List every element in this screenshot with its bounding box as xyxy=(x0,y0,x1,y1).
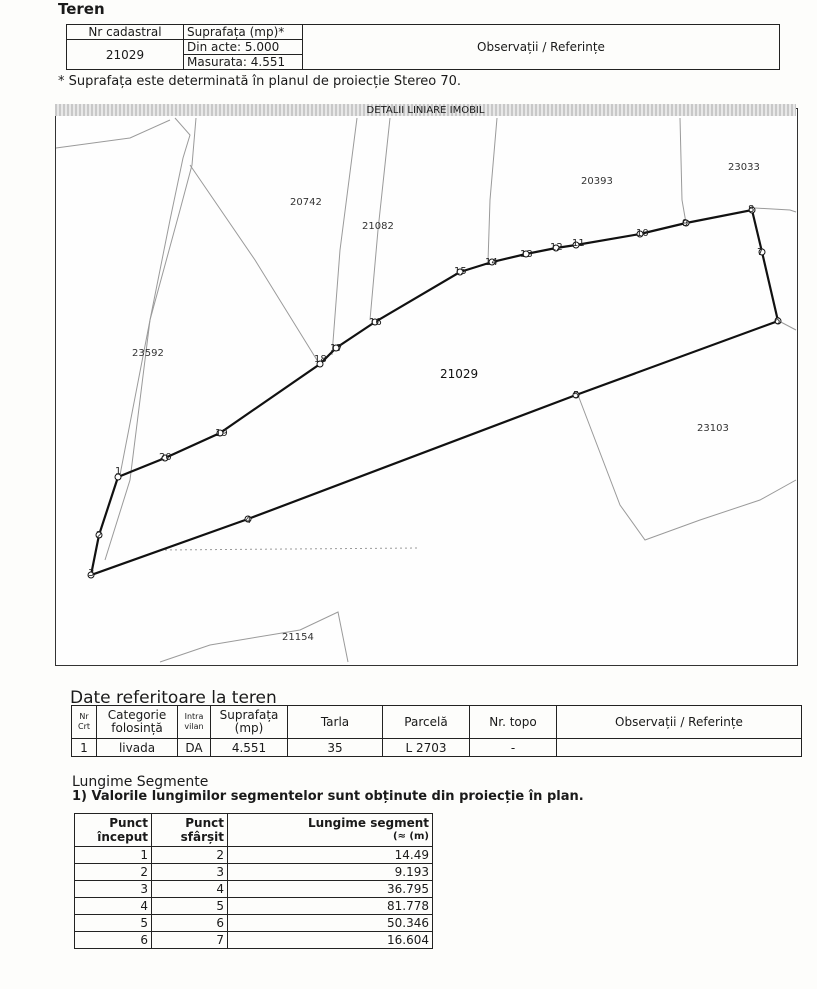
boundary-line xyxy=(488,118,497,262)
parcel-label: 20393 xyxy=(581,176,613,187)
parcel-label: 23592 xyxy=(132,348,164,359)
vertex-label: 14 xyxy=(485,257,498,268)
table-row xyxy=(75,932,433,949)
cell-intravilan: DA xyxy=(178,739,211,757)
vertex-label: 6 xyxy=(774,316,781,327)
boundary-line xyxy=(56,120,170,148)
vertex-label: 7 xyxy=(757,247,764,258)
parcel-21029-outline xyxy=(91,210,781,575)
boundary-line xyxy=(755,208,796,212)
vertex-label: 17 xyxy=(330,343,343,354)
cell-categorie: livada xyxy=(97,739,178,757)
vertex-label: 16 xyxy=(369,317,382,328)
cell-nr-crt: 1 xyxy=(72,739,97,757)
header-lungime-label: Lungime segment xyxy=(307,816,429,830)
parcel-labels xyxy=(132,162,760,643)
section-title-lungime-segmente: Lungime Segmente xyxy=(72,774,209,790)
boundary-line xyxy=(332,118,357,355)
cell-length: 16.604 xyxy=(228,932,433,949)
vertex-label: 5 xyxy=(573,390,580,401)
parcel-label: 23033 xyxy=(728,162,760,173)
vertex-label: 4 xyxy=(245,515,252,526)
vertex-label: 10 xyxy=(636,228,649,239)
vertex-labels xyxy=(88,204,780,579)
header-nr-topo: Nr. topo xyxy=(470,706,557,739)
boundary-line xyxy=(160,548,420,550)
boundary-line xyxy=(190,165,320,365)
cell-length: 81.778 xyxy=(228,898,433,915)
cell-end: 2 xyxy=(152,847,228,864)
header-observatii-referinte: Observații / Referințe xyxy=(557,706,802,739)
boundary-line xyxy=(105,118,196,560)
vertex-label: 11 xyxy=(572,238,585,249)
vertex-label: 2 xyxy=(96,530,103,541)
parcel-label: 21154 xyxy=(282,632,314,643)
header-nr-crt: Nr Crt xyxy=(72,706,97,739)
table-row xyxy=(75,915,433,932)
header-suprafata: Suprafața (mp)* xyxy=(184,25,303,40)
value-nr-cadastral: 21029 xyxy=(67,40,184,70)
table-row xyxy=(75,898,433,915)
footnote-stereo70: * Suprafața este determinată în planul de proiecție Stereo 70. xyxy=(58,74,462,89)
parcel-label-main: 21029 xyxy=(440,367,479,381)
table-row xyxy=(75,864,433,881)
vertex-label: 13 xyxy=(520,249,533,260)
cell-suprafata: 4.551 xyxy=(211,739,288,757)
cell-end: 3 xyxy=(152,864,228,881)
section-title-date-teren: Date referitoare la teren xyxy=(70,688,277,708)
vertex-label: 8 xyxy=(748,204,755,215)
cell-end: 4 xyxy=(152,881,228,898)
value-masurata: Masurata: 4.551 xyxy=(184,55,303,70)
cell-start: 2 xyxy=(75,864,152,881)
header-punct-inceput: Punct început xyxy=(75,814,152,847)
cell-parcela: L 2703 xyxy=(383,739,470,757)
parcel-vertices xyxy=(88,207,781,578)
boundary-line xyxy=(578,395,796,540)
vertex-label: 15 xyxy=(454,266,467,277)
boundary-line xyxy=(160,612,348,662)
boundary-line xyxy=(120,118,190,475)
cell-length: 50.346 xyxy=(228,915,433,932)
table-row xyxy=(75,847,433,864)
map-title: DETALII LINIARE IMOBIL xyxy=(366,105,485,116)
vertex-label: 1 xyxy=(115,466,122,477)
neighbour-boundaries xyxy=(56,118,796,662)
cell-end: 7 xyxy=(152,932,228,949)
cell-end: 5 xyxy=(152,898,228,915)
cell-start: 5 xyxy=(75,915,152,932)
cell-start: 3 xyxy=(75,881,152,898)
segmente-note: 1) Valorile lungimilor segmentelor sunt obținute din proiecție în plan. xyxy=(72,789,584,804)
date-teren-table xyxy=(71,705,802,757)
cell-start: 1 xyxy=(75,847,152,864)
header-lungime-unit: (≈ (m) xyxy=(393,831,429,842)
header-suprafata-mp: Suprafața (mp) xyxy=(211,706,288,739)
cell-observatii xyxy=(557,739,802,757)
boundary-line xyxy=(370,118,390,320)
section-title-teren: Teren xyxy=(58,0,105,18)
cell-nr-topo: - xyxy=(470,739,557,757)
table-row xyxy=(75,881,433,898)
header-lungime-segment xyxy=(228,814,433,847)
header-categorie: Categorie folosință xyxy=(97,706,178,739)
cell-start: 6 xyxy=(75,932,152,949)
vertex-label: 19 xyxy=(215,428,228,439)
header-punct-sfarsit: Punct sfârșit xyxy=(152,814,228,847)
cell-tarla: 35 xyxy=(288,739,383,757)
vertex-label: 3 xyxy=(88,568,95,579)
header-observatii: Observații / Referințe xyxy=(303,25,780,70)
vertex-label: 9 xyxy=(682,218,689,229)
cell-length: 36.795 xyxy=(228,881,433,898)
vertex-label: 12 xyxy=(550,242,563,253)
header-tarla: Tarla xyxy=(288,706,383,739)
vertex-label: 20 xyxy=(159,452,172,463)
header-intravilan: Intra vilan xyxy=(178,706,211,739)
header-nr-cadastral: Nr cadastral xyxy=(67,25,184,40)
boundary-line xyxy=(680,118,686,223)
cell-start: 4 xyxy=(75,898,152,915)
value-din-acte: Din acte: 5.000 xyxy=(184,40,303,55)
cell-end: 6 xyxy=(152,915,228,932)
cell-length: 9.193 xyxy=(228,864,433,881)
parcel-label: 21082 xyxy=(362,221,394,232)
parcel-label: 20742 xyxy=(290,197,322,208)
vertex-label: 18 xyxy=(314,354,327,365)
parcel-label: 23103 xyxy=(697,423,729,434)
cell-length: 14.49 xyxy=(228,847,433,864)
segmente-table xyxy=(74,813,433,949)
header-parcela: Parcelă xyxy=(383,706,470,739)
